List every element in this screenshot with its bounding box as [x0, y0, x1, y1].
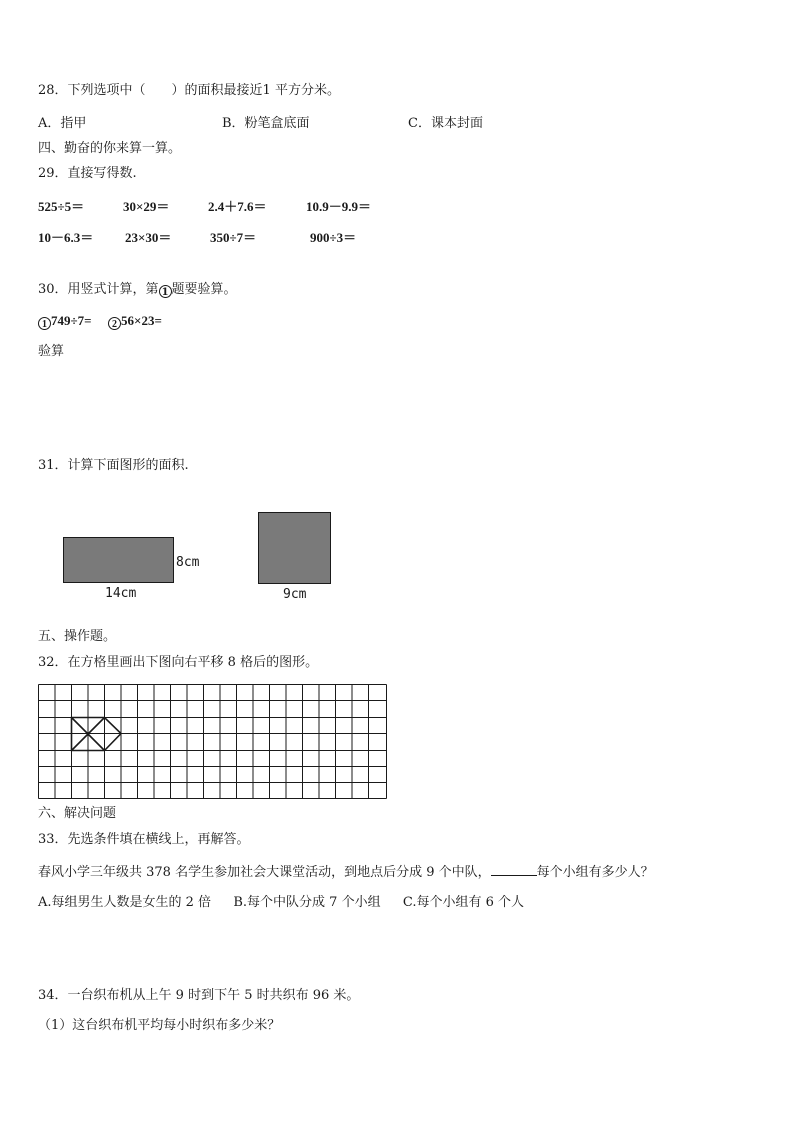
- q28-stem: 28．下列选项中（ ）的面积最接近1 平方分米。: [38, 83, 340, 98]
- q33-problem-pre: 春风小学三年级共 378 名学生参加社会大课堂活动，到地点后分成 9 个中队，: [38, 865, 491, 880]
- q30-stem-pre: 30．用竖式计算，第: [38, 282, 159, 297]
- q31-stem: 31．计算下面图形的面积.: [38, 458, 189, 473]
- q33-option-b: B.每个中队分成 7 个小组: [233, 895, 381, 910]
- q33-option-a: A.每组男生人数是女生的 2 倍: [38, 895, 212, 910]
- circled-number: 1: [159, 285, 172, 298]
- square-figure: [258, 512, 331, 584]
- section-4-title: 四、勤奋的你来算一算。: [38, 141, 182, 156]
- q33-problem-post: 每个小组有多少人？: [536, 865, 654, 880]
- q33-problem: [38, 863, 654, 881]
- q32-stem: 32．在方格里画出下图向右平移 8 格后的图形。: [38, 655, 319, 670]
- q29-calc-4: 10.9－9.9＝: [306, 199, 372, 214]
- square-grid: [38, 684, 388, 804]
- q30-stem: [38, 282, 237, 298]
- q29-calc-1: 525÷5＝: [38, 199, 85, 214]
- section-6-title: 六、解决问题: [38, 806, 117, 821]
- rectangle-width-label: 14cm: [105, 586, 137, 601]
- grid-svg: [38, 684, 388, 800]
- q30-stem-post: 题要验算。: [171, 282, 237, 297]
- q33-options: [38, 895, 524, 911]
- circled-number: 1: [38, 317, 51, 330]
- q30-check-label: 验算: [38, 344, 65, 359]
- square-side-label: 9cm: [283, 587, 307, 602]
- q30-items: [38, 313, 162, 330]
- q29-calc-2: 30×29＝: [123, 199, 170, 214]
- q29-calc-3: 2.4＋7.6＝: [208, 199, 267, 214]
- q34-sub-1: （1）这台织布机平均每小时织布多少米？: [38, 1018, 281, 1033]
- grid-lines: [39, 685, 387, 799]
- q29-calc-5: 10－6.3＝: [38, 230, 94, 245]
- q29-stem: 29．直接写得数.: [38, 166, 137, 181]
- q33-stem: 33．先选条件填在横线上，再解答。: [38, 832, 250, 847]
- q29-calc-6: 23×30＝: [125, 230, 172, 245]
- q33-option-c: C.每个小组有 6 个人: [402, 895, 525, 910]
- q28-option-a: A．指甲: [38, 116, 87, 131]
- circled-number: 2: [108, 317, 121, 330]
- rectangle-figure: [63, 537, 174, 583]
- answer-blank[interactable]: [491, 863, 537, 876]
- section-5-title: 五、操作题。: [38, 629, 117, 644]
- q30-item-2: 56×23=: [121, 313, 162, 328]
- q30-item-1: 749÷7=: [51, 313, 92, 328]
- q29-calc-7: 350÷7＝: [210, 230, 257, 245]
- rectangle-height-label: 8cm: [176, 555, 200, 570]
- q34-stem: 34．一台织布机从上午 9 时到下午 5 时共织布 96 米。: [38, 988, 360, 1003]
- q29-calc-8: 900÷3＝: [310, 230, 357, 245]
- q28-option-c: C．课本封面: [408, 116, 483, 131]
- q28-option-b: B．粉笔盒底面: [222, 116, 310, 131]
